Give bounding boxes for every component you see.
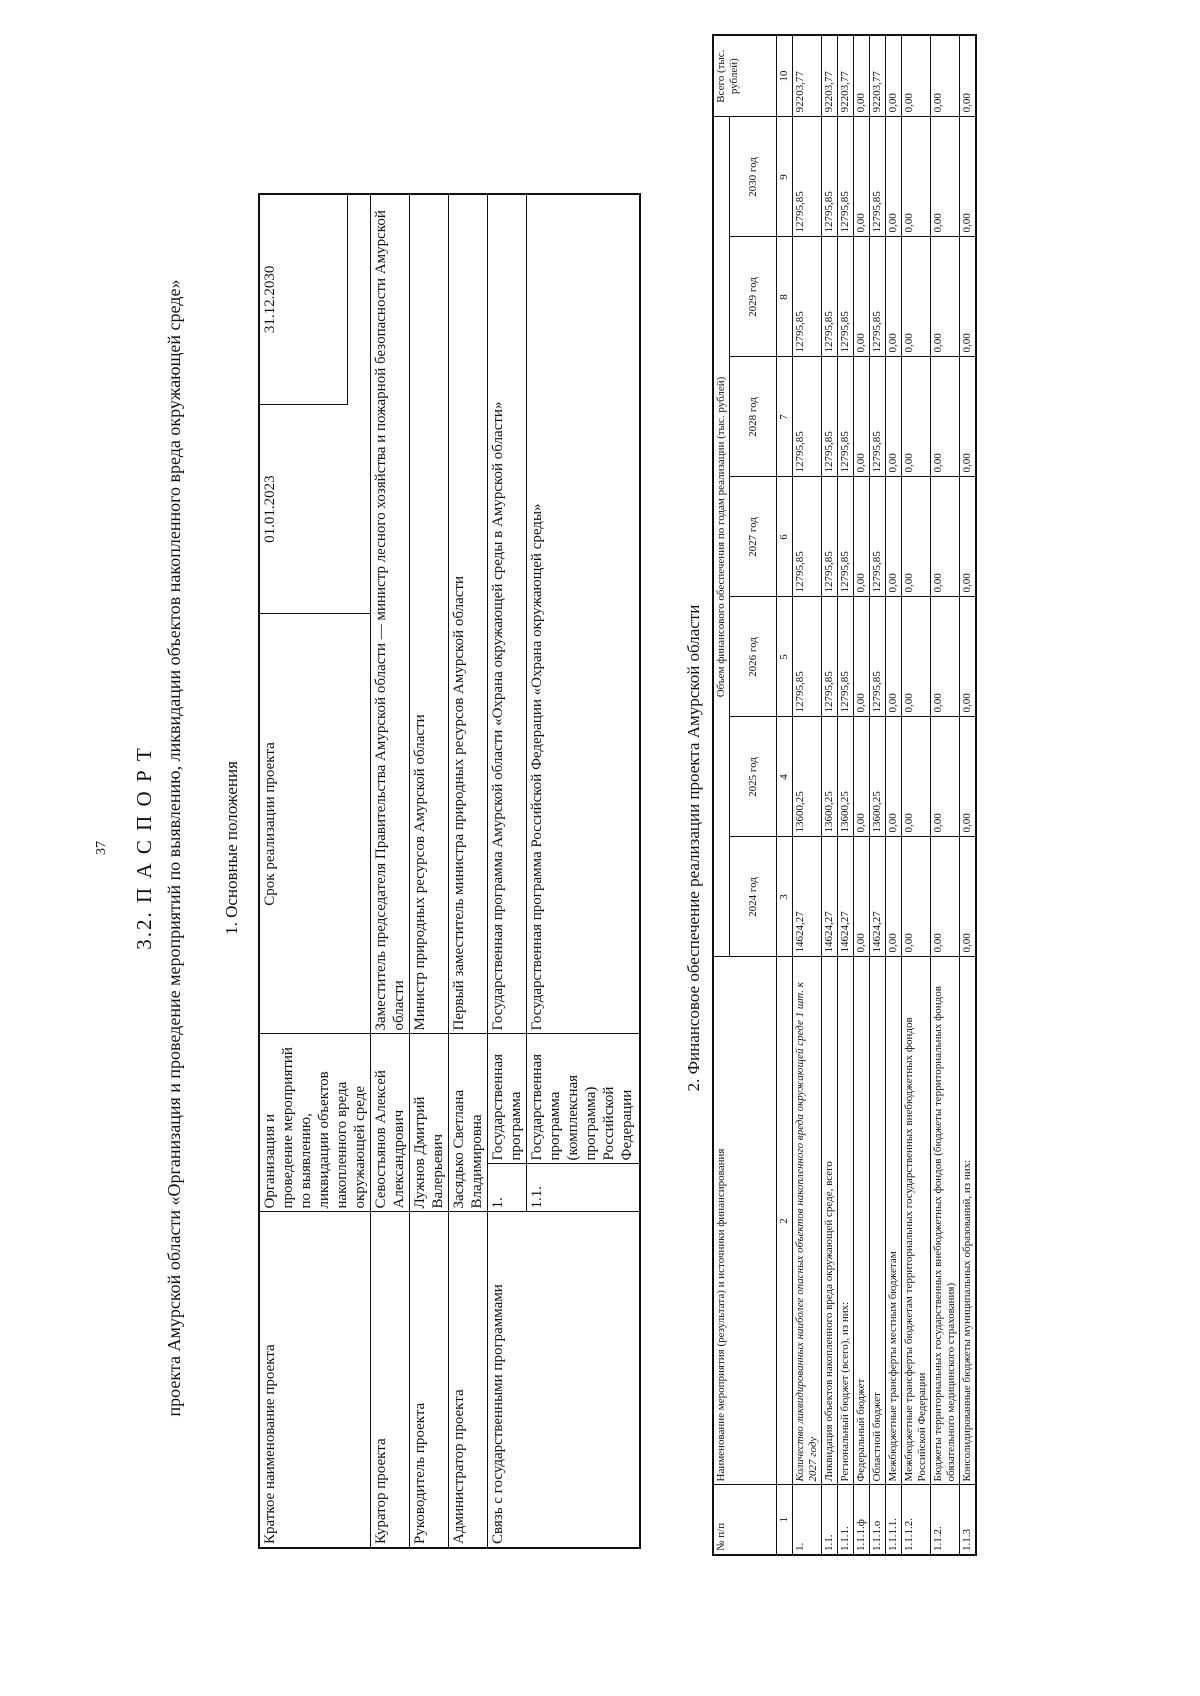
header-row xyxy=(713,35,730,1555)
link-type: Государственная программа (комплексная программа) Российской Федерации xyxy=(527,1034,641,1164)
col-index: 8 xyxy=(777,237,793,357)
row-total: 92203,77 xyxy=(822,35,838,117)
row-total: 0,00 xyxy=(886,35,902,117)
year-value: 0,00 xyxy=(960,597,977,717)
period-cell xyxy=(259,194,371,614)
row-number: 1.1. xyxy=(822,1485,838,1555)
row-name: Межбюджетные трансферты местным бюджетам xyxy=(886,957,902,1485)
year-value: 0,00 xyxy=(902,717,931,837)
link-name: Государственная программа Амурской области «Охрана окружающей среды в Амурской области» xyxy=(488,194,527,1034)
period-inner xyxy=(260,195,348,614)
row-total: 92203,77 xyxy=(870,35,886,117)
year-value: 13600,25 xyxy=(838,717,854,837)
row-name: Областной бюджет xyxy=(870,957,886,1485)
year-header: 2029 год xyxy=(730,237,777,357)
col-index: 10 xyxy=(777,35,793,117)
row-name: Бюджеты территориальных государственных внебюджетных фондов (бюджеты территориальных фондов обязательного медицинского страхования) xyxy=(931,957,960,1485)
head-name: Лужнов Дмитрий Валерьевич xyxy=(410,1034,449,1212)
row-number: 1.1.3 xyxy=(960,1485,977,1555)
year-value: 0,00 xyxy=(886,717,902,837)
year-value: 0,00 xyxy=(960,357,977,477)
col-index: 1 xyxy=(777,1485,793,1555)
year-value: 0,00 xyxy=(886,237,902,357)
year-value: 13600,25 xyxy=(793,717,822,837)
table-row xyxy=(822,35,838,1555)
link-num: 1. xyxy=(488,1164,527,1212)
year-value: 0,00 xyxy=(902,117,931,237)
financing-table xyxy=(712,34,977,1556)
year-value: 12795,85 xyxy=(822,597,838,717)
row-name: Ликвидация объектов накопленного вреда окружающей среде, всего xyxy=(822,957,838,1485)
year-header: 2024 год xyxy=(730,837,777,957)
table-row xyxy=(931,35,960,1555)
year-value: 0,00 xyxy=(902,477,931,597)
year-value: 0,00 xyxy=(960,117,977,237)
year-value: 0,00 xyxy=(886,117,902,237)
table-row xyxy=(902,35,931,1555)
year-value: 14624,27 xyxy=(838,837,854,957)
col-index: 6 xyxy=(777,477,793,597)
year-value: 0,00 xyxy=(931,237,960,357)
year-value: 12795,85 xyxy=(822,477,838,597)
page-number: 37 xyxy=(94,841,109,855)
year-value: 12795,85 xyxy=(822,117,838,237)
row-total: 92203,77 xyxy=(838,35,854,117)
period-label: Срок реализации проекта xyxy=(259,614,371,1034)
row-number: 1.1.2. xyxy=(931,1485,960,1555)
row-number: 1.1.1.2. xyxy=(902,1485,931,1555)
curator-name: Севостьянов Алексей Александрович xyxy=(371,1034,410,1212)
period-row xyxy=(260,195,348,614)
year-value: 0,00 xyxy=(902,597,931,717)
year-value: 12795,85 xyxy=(870,357,886,477)
year-value: 12795,85 xyxy=(822,237,838,357)
year-value: 12795,85 xyxy=(870,117,886,237)
period-start: 01.01.2023 xyxy=(260,404,348,613)
year-value: 0,00 xyxy=(960,837,977,957)
year-value: 0,00 xyxy=(854,837,870,957)
short-name-label: Краткое наименование проекта xyxy=(259,1212,371,1548)
row-number: 1.1.1. xyxy=(838,1485,854,1555)
table-row xyxy=(371,194,410,1548)
year-value: 12795,85 xyxy=(822,357,838,477)
section-1-heading: 1. Основные положения xyxy=(222,761,241,935)
row-total: 0,00 xyxy=(854,35,870,117)
year-value: 12795,85 xyxy=(838,237,854,357)
year-value: 0,00 xyxy=(902,237,931,357)
col-years-header: Объем финансового обеспечения по годам реализации (тыс. рублей) xyxy=(713,117,730,957)
link-name: Государственная программа Российской Федерации «Охрана окружающей среды» xyxy=(527,194,641,1034)
year-value: 13600,25 xyxy=(822,717,838,837)
year-value: 14624,27 xyxy=(793,837,822,957)
row-name: Консолидированные бюджеты муниципальных образований, из них: xyxy=(960,957,977,1485)
table-row xyxy=(793,35,822,1555)
curator-position: Заместитель председателя Правительства Амурской области — министр лесного хозяйства и пожарной безопасности Амурской области xyxy=(371,194,410,1034)
table-row xyxy=(886,35,902,1555)
year-header: 2030 год xyxy=(730,117,777,237)
year-value: 0,00 xyxy=(886,597,902,717)
short-name-value: Организация и проведение мероприятий по выявлению, ликвидации объектов накопленного вреда окружающей среде xyxy=(259,1034,371,1212)
row-total: 0,00 xyxy=(960,35,977,117)
col-index: 5 xyxy=(777,597,793,717)
row-number: 1.1.1.о xyxy=(870,1485,886,1555)
table-row xyxy=(259,194,371,1548)
col-total-header: Всего (тыс. рублей) xyxy=(713,35,777,117)
link-type: Государственная программа xyxy=(488,1034,527,1164)
year-value: 0,00 xyxy=(886,477,902,597)
year-header: 2026 год xyxy=(730,597,777,717)
head-position: Министр природных ресурсов Амурской области xyxy=(410,194,449,1034)
row-name: Количество ликвидированных наиболее опасных объектов накопленного вреда окружающей среде 1 шт. к 2027 году xyxy=(793,957,822,1485)
links-label: Связь с государственными программами xyxy=(488,1212,641,1548)
year-header: 2025 год xyxy=(730,717,777,837)
year-value: 0,00 xyxy=(931,117,960,237)
row-number: 1.1.1.1. xyxy=(886,1485,902,1555)
section-2-heading: 2. Финансовое обеспечение реализации проекта Амурской области xyxy=(684,604,703,1092)
col-index: 7 xyxy=(777,357,793,477)
year-value: 12795,85 xyxy=(793,357,822,477)
row-number: 1. xyxy=(793,1485,822,1555)
row-total: 92203,77 xyxy=(793,35,822,117)
row-name: Региональный бюджет (всего), из них: xyxy=(838,957,854,1485)
year-value: 12795,85 xyxy=(838,597,854,717)
year-value: 0,00 xyxy=(854,477,870,597)
year-value: 0,00 xyxy=(854,237,870,357)
year-value: 0,00 xyxy=(854,717,870,837)
document-subtitle: проекта Амурской области «Организация и проведение мероприятий по выявлению, ликвидации объектов накопленного вреда окружающей среде» xyxy=(164,279,184,1417)
year-value: 0,00 xyxy=(931,357,960,477)
year-header: 2027 год xyxy=(730,477,777,597)
year-value: 12795,85 xyxy=(838,357,854,477)
year-value: 0,00 xyxy=(886,357,902,477)
col-index: 9 xyxy=(777,117,793,237)
curator-label: Куратор проекта xyxy=(371,1212,410,1548)
col-index: 2 xyxy=(777,957,793,1485)
row-number: 1.1.1.ф xyxy=(854,1485,870,1555)
year-value: 12795,85 xyxy=(870,597,886,717)
year-value: 0,00 xyxy=(902,357,931,477)
admin-position: Первый заместитель министра природных ресурсов Амурской области xyxy=(449,194,488,1034)
table-row xyxy=(838,35,854,1555)
table-row xyxy=(870,35,886,1555)
year-value: 0,00 xyxy=(931,477,960,597)
row-total: 0,00 xyxy=(931,35,960,117)
col-num-header: № п/п xyxy=(713,1485,777,1555)
col-name-header: Наименование мероприятия (результата) и источники финансирования xyxy=(713,957,777,1485)
year-value: 12795,85 xyxy=(793,117,822,237)
admin-name: Засядько Светлана Владимировна xyxy=(449,1034,488,1212)
admin-label: Администратор проекта xyxy=(449,1212,488,1548)
year-value: 0,00 xyxy=(960,237,977,357)
row-name: Федеральный бюджет xyxy=(854,957,870,1485)
year-value: 0,00 xyxy=(931,717,960,837)
year-value: 14624,27 xyxy=(870,837,886,957)
year-value: 12795,85 xyxy=(870,237,886,357)
year-value: 0,00 xyxy=(854,357,870,477)
year-value: 0,00 xyxy=(854,117,870,237)
head-label: Руководитель проекта xyxy=(410,1212,449,1548)
row-name: Межбюджетные трансферты бюджетам территориальных государственных внебюджетных фондов Российской Федерации xyxy=(902,957,931,1485)
year-value: 12795,85 xyxy=(793,477,822,597)
year-value: 12795,85 xyxy=(870,477,886,597)
col-index: 3 xyxy=(777,837,793,957)
year-value: 0,00 xyxy=(931,597,960,717)
financing-rows xyxy=(793,35,977,1555)
year-value: 0,00 xyxy=(960,477,977,597)
year-value: 12795,85 xyxy=(838,477,854,597)
table-row xyxy=(449,194,488,1548)
row-total: 0,00 xyxy=(902,35,931,117)
year-value: 13600,25 xyxy=(870,717,886,837)
document-title: 3.2. П А С П О Р Т xyxy=(132,746,156,950)
year-value: 0,00 xyxy=(960,717,977,837)
basic-info-table xyxy=(258,193,641,1549)
col-index: 4 xyxy=(777,717,793,837)
link-num: 1.1. xyxy=(527,1164,641,1212)
table-row xyxy=(410,194,449,1548)
table-row xyxy=(854,35,870,1555)
index-row xyxy=(777,35,793,1555)
year-value: 0,00 xyxy=(886,837,902,957)
year-value: 0,00 xyxy=(931,837,960,957)
period-end: 31.12.2030 xyxy=(260,195,348,404)
year-value: 12795,85 xyxy=(838,117,854,237)
year-value: 0,00 xyxy=(854,597,870,717)
year-value: 12795,85 xyxy=(793,237,822,357)
year-value: 12795,85 xyxy=(793,597,822,717)
table-row xyxy=(488,194,527,1548)
year-value: 14624,27 xyxy=(822,837,838,957)
year-value: 0,00 xyxy=(902,837,931,957)
year-header: 2028 год xyxy=(730,357,777,477)
table-row xyxy=(960,35,977,1555)
